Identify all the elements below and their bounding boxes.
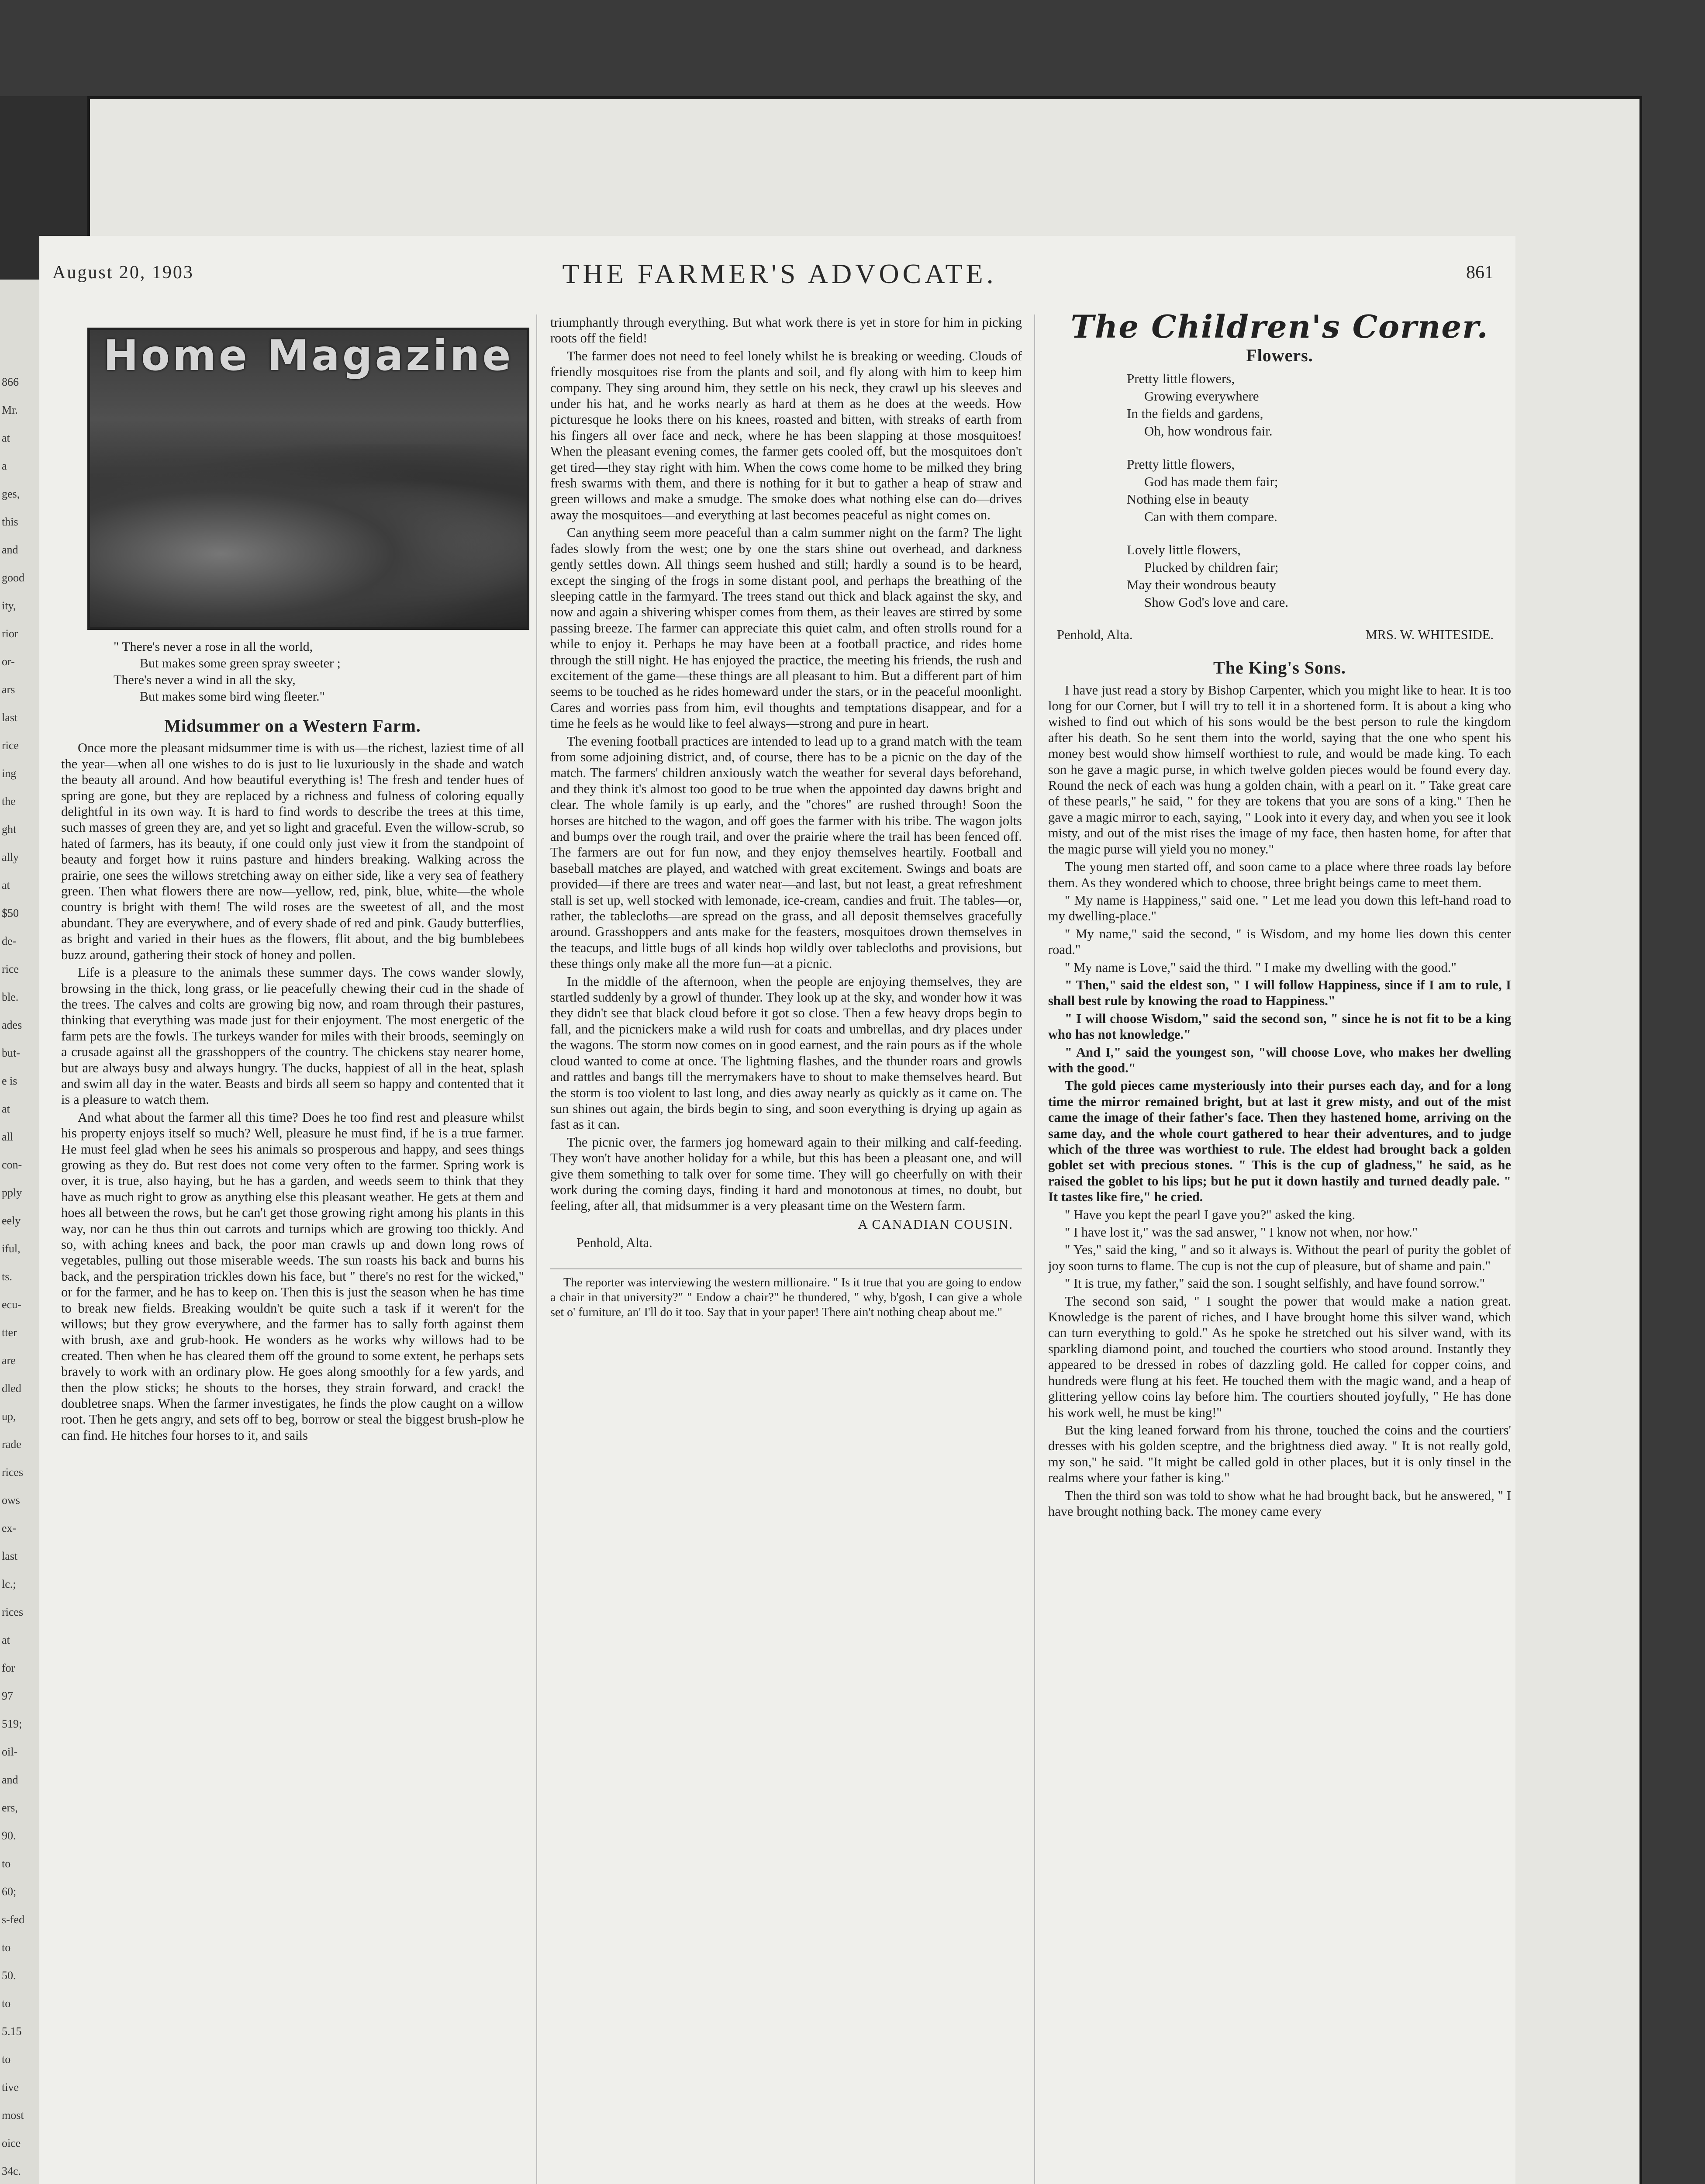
left-page-fragment: oil-: [2, 1745, 18, 1758]
story-paragraph: The gold pieces came mysteriously into their purses each day, and for a long time the mirror remained bright, but at last it grew misty, and out of the mist came the image of their father's face. Then they hastened home, arriving on the same day, and the whole court gathered to hear their adventures, and to judge which of the three was worthiest to rule. The eldest had brought back a golden goblet set with precious stones. " This is the cup of gladness," he said, as he raised the goblet to his lips; but he put it down hastily and turned deadly pale. " It tastes like fire," he cried.: [1048, 1078, 1511, 1205]
column-two: [550, 314, 1022, 1320]
left-page-fragment: the: [2, 795, 16, 808]
left-page-fragment: ght: [2, 823, 17, 836]
left-page-fragment: to: [2, 1857, 11, 1870]
left-page-fragment: 97: [2, 1690, 13, 1702]
poem-line: Pretty little flowers,: [1127, 456, 1235, 472]
story-paragraph: " My name is Happiness," said one. " Let me lead you down this left-hand road to my dwelling-place.": [1048, 892, 1511, 924]
left-page-fragment: a: [2, 460, 7, 472]
masthead: [52, 258, 1507, 293]
poem-author: MRS. W. WHITESIDE.: [1365, 627, 1494, 642]
childrens-corner-title: The Children's Corner.: [1070, 308, 1489, 345]
left-page-fragment: 5.15: [2, 2025, 22, 2038]
article-paragraph: And what about the farmer all this time? Does he too find rest and pleasure whilst his property enjoys itself so much? Well, pleasure he must find, if he is a true farmer. He must feel glad when he sees his animals so prosperous and happy, and sees things growing as they do. But rest does not come very often to the farmer. Spring work is over, it is true, also haying, but he has a garden, and weeds seem to think that they have as much right to grow as anything else this pleasant weather. He gets at them and hoes all between the rows, but he can't get those growing right among his plants in this way, nor can he thus thin out carrots and turnips which are growing too thickly. And so, with aching knees and back, the poor man crawls up and down long rows of vegetables, pulling out those miserable weeds. The sun roasts his back and burns his back, and the perspiration trickles down his face, but " there's no rest for the wicked," or for the farmer, and he has to keep on. Then this is just the season when he has time to break new fields. Breaking wouldn't be quite such a task if it weren't for the willows; but they grow everywhere, and the farmer has to sally forth against them with brush, axe and grub-hook. He wonders as he works why willows had to be created. Then when he has cleared them off the ground to some extent, he perhaps sets bravely to work with an ordinary plow. He goes along smoothly for a few yards, and then the plow sticks; he shouts to the horses, they strain forward, and crack! the doubletree snaps. When the farmer investigates, he finds the plow caught on a willow root. Then he gets angry, and sets off to beg, borrow or steal the biggest brush-plow he can find. He hitches four horses to it, and sails: [61, 1109, 524, 1443]
article-paragraph: triumphantly through everything. But what work there is yet in store for him in picking roots off the field!: [550, 315, 1022, 346]
left-page-fragment: lc.;: [2, 1578, 16, 1590]
story-paragraph: The young men started off, and soon came to a place where three roads lay before them. As they wondered which to choose, three bright beings came to meet them.: [1048, 859, 1511, 890]
left-page-fragment: 866: [2, 376, 19, 388]
poem-title: Flowers.: [1246, 346, 1313, 366]
poem-line: May their wondrous beauty: [1127, 577, 1276, 592]
article-paragraph: Can anything seem more peaceful than a calm summer night on the farm? The light fades slowly from the west; one by one the stars shine out overhead, and darkness gently settles down. All things seem hushed and still; hardly a sound is to be heard, except the singing of the frogs in some distant pool, and perhaps the breathing of the sleeping cattle in the farmyard. The trees stand out thick and black against the sky, and now and again a shivering whisper comes from them, as their leaves are stirred by some passing breeze. The farmer can appreciate this quiet calm, and often strolls round for a while to enjoy it. Perhaps he may have been at a football practice, and rides home through the still night. He has enjoyed the practice, the meeting his friends, the rush and excitement of the game—these things are all pleasant to him. But a different part of him seems to be touched as he rides homeward under the stars, or in the peaceful moonlight. Cares and worries pass from him, evil thoughts and temptations disappear, and for a time he feels as he would like to feel always—strong and pure in heart.: [550, 525, 1022, 731]
left-page-fragment: at: [2, 879, 10, 892]
left-page-fragment: ows: [2, 1494, 20, 1507]
left-page-fragment: but-: [2, 1047, 20, 1059]
left-page-fragment: con-: [2, 1158, 22, 1171]
left-page-fragment: last: [2, 711, 18, 724]
left-page-fragment: rice: [2, 739, 19, 752]
left-page-fragment: tive: [2, 2081, 19, 2094]
story-paragraph: " My name," said the second, " is Wisdom, and my home lies down this center road.": [1048, 926, 1511, 957]
story-paragraph: But the king leaned forward from his throne, touched the coins and the courtiers' dresses with his golden sceptre, and the brightness died away. " It is not really gold, my son," he said. "It might be called gold in other places, but it is only tinsel in the realms where your father is king.": [1048, 1422, 1511, 1486]
story-paragraph: " Yes," said the king, " and so it always is. Without the pearl of purity the goblet of joy soon turns to flame. The cup is not the cup of pleasure, but of shame and pain.": [1048, 1242, 1511, 1273]
left-page-fragment: most: [2, 2109, 24, 2122]
poem-line: But makes some bird wing fleeter.": [140, 689, 325, 704]
poem-line: In the fields and gardens,: [1127, 405, 1263, 421]
story-paragraph: " I have lost it," was the sad answer, " I know not when, nor how.": [1065, 1225, 1418, 1240]
article-paragraph: Once more the pleasant midsummer time is with us—the richest, laziest time of all the year—when all one wishes to do is just to lie luxuriously in the shade and watch the beauty all around. And how beautiful everything is! The fresh and tender hues of spring are gone, but they are replaced by a richness and fulness of coloring equally delightful in its own way. It is hard to find words to describe the trees at this time, such masses of green they are, and yet so light and graceful. Even the willow-scrub, so hated of farmers, has its beauty, if one could only just view it from the standpoint of beauty and forget how it ruins pasture and hinders breaking. Walking across the prairie, one sees the willows stretching away on either side, like a very sea of feathery green. Then what flowers there are now—yellow, red, pink, blue, white—the whole country is bright with them! The wild roses are the sweetest of all, and the most abundant. They are everywhere, and of every shade of red and pink. Gaudy butterflies, as bright and varied in their hues as the flowers, flit about, and the big bumblebees buzz around, gathering their stock of honey and pollen.: [61, 740, 524, 962]
story-paragraph: Then the third son was told to show what he had brought back, but he answered, " I have brought nothing back. The money came every: [1048, 1488, 1511, 1519]
left-page-fragment: de-: [2, 935, 17, 947]
left-page-fragment: ble.: [2, 991, 19, 1003]
left-page-fragment: this: [2, 515, 18, 528]
left-page-fragment: ity,: [2, 599, 16, 612]
left-page-fragment: 50.: [2, 1969, 16, 1982]
column-divider: [536, 314, 537, 2184]
poem-line: Growing everywhere: [1144, 388, 1259, 404]
left-page-fragment: oice: [2, 2137, 21, 2149]
poem-line: Show God's love and care.: [1144, 594, 1289, 610]
left-page-fragment: ex-: [2, 1522, 17, 1534]
article-paragraph: The evening football practices are intended to lead up to a grand match with the team from some adjoining district, and, of course, there has to be a picnic on the day of the match. The farmers' children anxiously watch the weather for several days beforehand, and they think it's almost too good to be true when the appointed day dawns bright and clear. The whole family is up early, and the "chores" are rushed through! Soon the horses are hitched to the wagon, and off goes the farmer with his tribe. The wagon jolts and bumps over the rough trail, and over the prairie where the trail has been fenced off. The farmers are out for fun now, and they enjoy themselves heartily. Football and baseball matches are played, and watched with great excitement. Swings and boats are provided—if there are trees and water near—and last, but not least, a great refreshment stall is set up, well stocked with lemonade, ice-cream, candies and fruit. The tables—or, rather, the tablecloths—are spread on the grass, and all deposit themselves gracefully around. Grasshoppers and ants make for the feasters, mosquitoes drown themselves in the teacups, and little bugs of all kinds hop wildly over tablecloths and provisions, but these things only make all the more fun—at a picnic.: [550, 733, 1022, 971]
masthead-date: August 20, 1903: [52, 263, 194, 283]
poem-line: " There's never a rose in all the world,: [114, 639, 313, 654]
poem-line: Can with them compare.: [1144, 508, 1277, 524]
left-page-fragment: ally: [2, 851, 19, 864]
left-page-fragment: and: [2, 1773, 18, 1786]
banner-illustration: [90, 444, 527, 627]
left-page-fragment: 60;: [2, 1885, 17, 1898]
story-paragraph: " I will choose Wisdom," said the second son, " since he is not fit to be a king who has not knowledge.": [1048, 1011, 1511, 1042]
left-page-fragment: ges,: [2, 487, 20, 500]
banner-poem: [114, 639, 524, 705]
story-paragraph: " Have you kept the pearl I gave you?" asked the king.: [1065, 1207, 1356, 1222]
page-number: 861: [1466, 263, 1494, 283]
flowers-poem: [1127, 370, 1511, 611]
left-page-fragment: 34c.: [2, 2165, 21, 2177]
left-page-fragment: good: [2, 571, 24, 584]
left-page-fragment: and: [2, 543, 18, 556]
story-paragraph: I have just read a story by Bishop Carpenter, which you might like to hear. It is too long for our Corner, but I will try to tell it in a shortened form. It is about a king who wished to find out which of his sons would be the best person to rule the kingdom after his death. So he sent them into the world, saying that the one who spent his money best would show himself worthiest to rule, and would be made king. To each son he gave a magic purse, in which twelve golden pieces would be found every day. Round the neck of each was hung a golden chain, with a pearl on it. " Take great care of these pearls," he said, " for they are tokens that you are sons of a king." Then he gave a magic mirror to each, saying, " Look into it every day, and when you see it look misty, and out of the mist rises the image of my face, then hasten home, for after that the magic purse will yield you no money.": [1048, 682, 1511, 857]
left-page-fragment: 90.: [2, 1829, 16, 1842]
left-page-fragment: for: [2, 1662, 15, 1674]
story-paragraph: " My name is Love," said the third. " I make my dwelling with the good.": [1065, 960, 1456, 975]
poem-stanza: [1127, 370, 1511, 440]
left-page-fragment: ars: [2, 683, 15, 696]
left-page-fragment: rior: [2, 627, 18, 640]
left-page-fragment: s-fed: [2, 1913, 24, 1926]
left-page-fragment: tter: [2, 1326, 17, 1339]
banner-title: Home Magazine: [103, 331, 514, 380]
article-paragraph: In the middle of the afternoon, when the people are enjoying themselves, they are startled suddenly by a growl of thunder. They look up at the sky, and wonder how it was they didn't see that black cloud before it got so close. Then a few heavy drops begin to fall, and the picnickers make a wild rush for coats and umbrellas, and dry places under the wagons. The storm now comes on in good earnest, and the rain pours as if the whole cloud wanted to come at once. The lightning flashes, and the thunder roars and growls and rattles and bangs till the merrymakers have to shout to make themselves heard. But the storm is too violent to last long, and dies away nearly as quickly as it came on. The sun shines out again, the birds begin to sing, and soon everything is drying up again as fast as it can.: [550, 974, 1022, 1132]
masthead-title: THE FARMER'S ADVOCATE.: [562, 258, 997, 289]
poem-line: Oh, how wondrous fair.: [1144, 423, 1273, 439]
left-page-fragment: rices: [2, 1466, 24, 1479]
poem-stanza: [1127, 541, 1511, 611]
article-paragraph: Life is a pleasure to the animals these summer days. The cows wander slowly, browsing in the thick, long grass, or lie peacefully chewing their cud in the shade of the trees. The calves and colts are growing big now, and roam through their pastures, thinking that everything was made just for their enjoyment. The most energetic of the farm pets are the fowls. The turkeys wander for miles with their broods, seemingly on a crusade against all the grasshoppers of the country. The chickens stay nearer home, but are always busy and always hungry. The ducks, happiest of all in the heat, splash and swim all day in the water. Beasts and birds all seem so happy and contented that it is a pleasure to watch them.: [61, 965, 524, 1107]
column-one: [61, 314, 524, 1445]
story-paragraph: " Then," said the eldest son, " I will follow Happiness, since if I am to rule, I shall best rule by knowing the road to Happiness.": [1048, 977, 1511, 1009]
left-page-fragment: up,: [2, 1410, 16, 1423]
left-page-fragment: ing: [2, 767, 17, 780]
poem-line: Pretty little flowers,: [1127, 370, 1235, 386]
anecdote-text: The reporter was interviewing the western millionaire. " Is it true that you are going to endow a chair in that university?" " Endow a chair?" he thundered, " why, b'gosh, I can give a whole set o' furniture, an' I'll do it too. Say that in your paper! There ain't nothing cheap about me.": [550, 1275, 1022, 1319]
poem-line: There's never a wind in all the sky,: [114, 673, 296, 687]
poem-line: Lovely little flowers,: [1127, 542, 1241, 557]
left-page-fragment: Mr.: [2, 404, 18, 416]
left-page-fragment: $50: [2, 907, 19, 919]
left-page-fragment: at: [2, 1102, 10, 1115]
left-page-fragment: ts.: [2, 1270, 12, 1283]
left-page-fragment: all: [2, 1130, 13, 1143]
story-paragraph: " And I," said the youngest son, "will choose Love, who makes her dwelling with the good.": [1048, 1044, 1511, 1075]
left-page-fragment: to: [2, 2053, 11, 2066]
left-page-fragment: 519;: [2, 1717, 22, 1730]
anecdote: [550, 1268, 1022, 1320]
article-place: Penhold, Alta.: [576, 1235, 652, 1251]
scan-border-right: [1642, 0, 1705, 2184]
left-page-fragment: e is: [2, 1075, 17, 1087]
poem-signature: [1057, 627, 1494, 643]
poem-place: Penhold, Alta.: [1057, 627, 1133, 642]
left-page-fragment: last: [2, 1550, 18, 1562]
poem-line: God has made them fair;: [1144, 473, 1278, 489]
story-title: The King's Sons.: [1213, 658, 1346, 678]
left-page-fragment: ers,: [2, 1801, 18, 1814]
left-page-fragment: at: [2, 432, 10, 444]
left-page-fragment: pply: [2, 1186, 22, 1199]
left-page-fragment: are: [2, 1354, 16, 1367]
left-page-fragment: iful,: [2, 1242, 21, 1255]
story-paragraph: The second son said, " I sought the power that would make a nation great. Knowledge is the parent of riches, and I have brought home this silver wand, which can turn everything to gold." As he spoke he stretched out his silver wand, with its sparkling diamond point, and touched the courtiers who stood around. Instantly they appeared to be dressed in robes of dazzling gold. He called for copper coins, and hundreds were flung at his feet. He touched them with the magic wand, and a heap of glittering yellow coins lay before him. The courtiers shouted joyfully, " He has done his work well, he must be king!": [1048, 1293, 1511, 1420]
scan-border-top: [0, 0, 1705, 96]
article-signature: A CANADIAN COUSIN.: [858, 1216, 1013, 1232]
article-title: Midsummer on a Western Farm.: [164, 716, 421, 736]
left-page-fragment: rice: [2, 963, 19, 975]
poem-line: Nothing else in beauty: [1127, 491, 1249, 507]
left-page-fragment: eely: [2, 1214, 21, 1227]
article-paragraph: The picnic over, the farmers jog homeward again to their milking and calf-feeding. They won't have another holiday for a while, but this has been a pleasant one, and will give them something to talk over for some time. They will go cheerfully on with their work during the coming days, finding it hard and monotonous at times, no doubt, but feeling, after all, that midsummer is a very pleasant time on the Western farm.: [550, 1134, 1022, 1213]
left-page-fragment: rade: [2, 1438, 21, 1451]
left-page-fragment: or-: [2, 655, 15, 668]
left-page-fragment: to: [2, 1941, 11, 1954]
left-page-fragment: ecu-: [2, 1298, 21, 1311]
left-page-fragment: at: [2, 1634, 10, 1646]
home-magazine-banner: [87, 328, 529, 630]
left-page-fragment: to: [2, 1997, 11, 2010]
left-page-fragment: dled: [2, 1382, 21, 1395]
column-three: [1048, 308, 1511, 1521]
article-paragraph: The farmer does not need to feel lonely whilst he is breaking or weeding. Clouds of friendly mosquitoes rise from the plants and soil, and fly along with him to keep him company. They sing around him, they settle on his neck, they crawl up his sleeves and under his hat, and he works nearly as hard at them as he does at the weeds. How picturesque he looks there on his knees, roasted and bitten, with streaks of earth from his fingers all over face and neck, where he has been slapping at those mosquitoes! When the pleasant evening comes, the farmer gets cooled off, but the mosquitoes don't get tired—they stay right with him. When the cows come home to be milked they bring fresh swarms with them, and there is nothing for it but to gather a heap of straw and green willows and make a smudge. The smoke does what nothing else can do—drives away the mosquitoes—and everything at last becomes peaceful as night comes on.: [550, 348, 1022, 522]
column-divider: [1034, 314, 1035, 2184]
poem-stanza: [1127, 456, 1511, 525]
left-page-fragment: rices: [2, 1606, 24, 1618]
poem-line: Plucked by children fair;: [1144, 559, 1279, 575]
poem-line: But makes some green spray sweeter ;: [140, 656, 341, 670]
left-page-fragment: ades: [2, 1019, 22, 1031]
story-paragraph: " It is true, my father," said the son. I sought selfishly, and have found sorrow.": [1065, 1276, 1485, 1291]
